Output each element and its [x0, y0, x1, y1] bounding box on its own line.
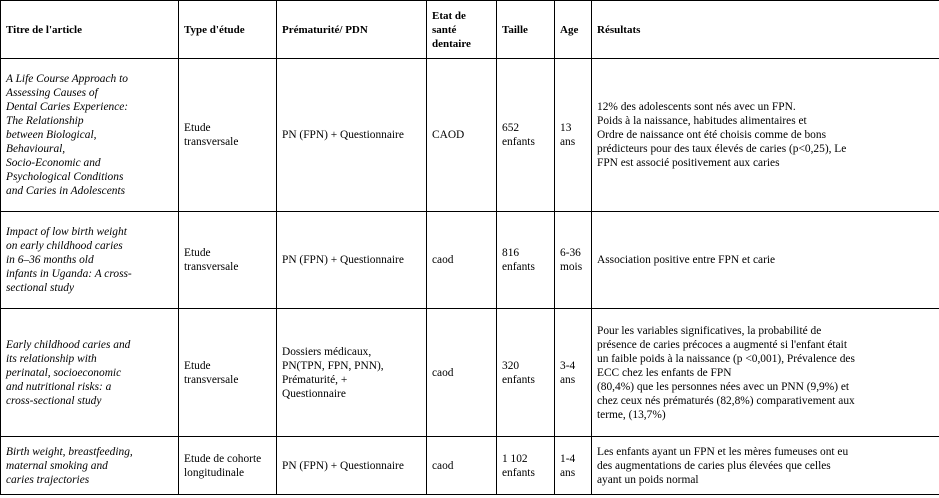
header-results: Résultats	[592, 1, 939, 59]
article-title: A Life Course Approach to Assessing Causes of Dental Caries Experience: The Relationship between Biological, Behavioural, Socio-Economic and Psychological Conditions and Caries in Adolescents	[1, 59, 179, 212]
dental-state: caod	[427, 437, 497, 495]
study-type: Etude de cohorte longitudinale	[179, 437, 277, 495]
prematurity-cell: PN (FPN) + Questionnaire	[277, 437, 427, 495]
header-title: Titre de l'article	[1, 1, 179, 59]
age-cell: 1-4 ans	[555, 437, 592, 495]
header-age: Age	[555, 1, 592, 59]
age-cell: 3-4 ans	[555, 309, 592, 437]
article-title: Impact of low birth weight on early childhood caries in 6–36 months old infants in Uganda: A cross- sectional study	[1, 212, 179, 309]
age-cell: 13 ans	[555, 59, 592, 212]
prematurity-cell: PN (FPN) + Questionnaire	[277, 59, 427, 212]
prematurity-cell: Dossiers médicaux, PN(TPN, FPN, PNN), Prématurité, + Questionnaire	[277, 309, 427, 437]
sample-size: 1 102 enfants	[497, 437, 555, 495]
article-title: Birth weight, breastfeeding, maternal smoking and caries trajectories	[1, 437, 179, 495]
header-type: Type d'étude	[179, 1, 277, 59]
header-size: Taille	[497, 1, 555, 59]
sample-size: 320 enfants	[497, 309, 555, 437]
dental-state: CAOD	[427, 59, 497, 212]
results-cell: Pour les variables significatives, la probabilité de présence de caries précoces a augmenté si l'enfant était un faible poids à la naissance (p <0,001), Prévalence des ECC chez les enfants de FPN (80,4%) que les personnes nées avec un PNN (9,9%) et chez ceux nés prématurés (82,8%) comparativement aux terme, (13,7%)	[592, 309, 939, 437]
results-cell: Association positive entre FPN et carie	[592, 212, 939, 309]
sample-size: 652 enfants	[497, 59, 555, 212]
table-row	[0, 309, 939, 437]
results-cell: 12% des adolescents sont nés avec un FPN. Poids à la naissance, habitudes alimentaires et Ordre de naissance ont été choisis comme de bons prédicteurs pour des taux élevés de caries (p<0,25), Le FPN est associé positivement aux caries	[592, 59, 939, 212]
dental-state: caod	[427, 309, 497, 437]
header-prematurity: Prématurité/ PDN	[277, 1, 427, 59]
table-row	[0, 59, 939, 212]
study-type: Etude transversale	[179, 212, 277, 309]
prematurity-cell: PN (FPN) + Questionnaire	[277, 212, 427, 309]
header-dental-state: Etat de santé dentaire	[427, 1, 497, 59]
results-cell: Les enfants ayant un FPN et les mères fumeuses ont eu des augmentations de caries plus élevées que celles ayant un poids normal	[592, 437, 939, 495]
dental-state: caod	[427, 212, 497, 309]
age-cell: 6-36 mois	[555, 212, 592, 309]
table-row	[0, 212, 939, 309]
study-type: Etude transversale	[179, 59, 277, 212]
sample-size: 816 enfants	[497, 212, 555, 309]
header-row	[0, 1, 939, 59]
article-title: Early childhood caries and its relationship with perinatal, socioeconomic and nutritional risks: a cross-sectional study	[1, 309, 179, 437]
table-row	[0, 437, 939, 495]
study-type: Etude transversale	[179, 309, 277, 437]
